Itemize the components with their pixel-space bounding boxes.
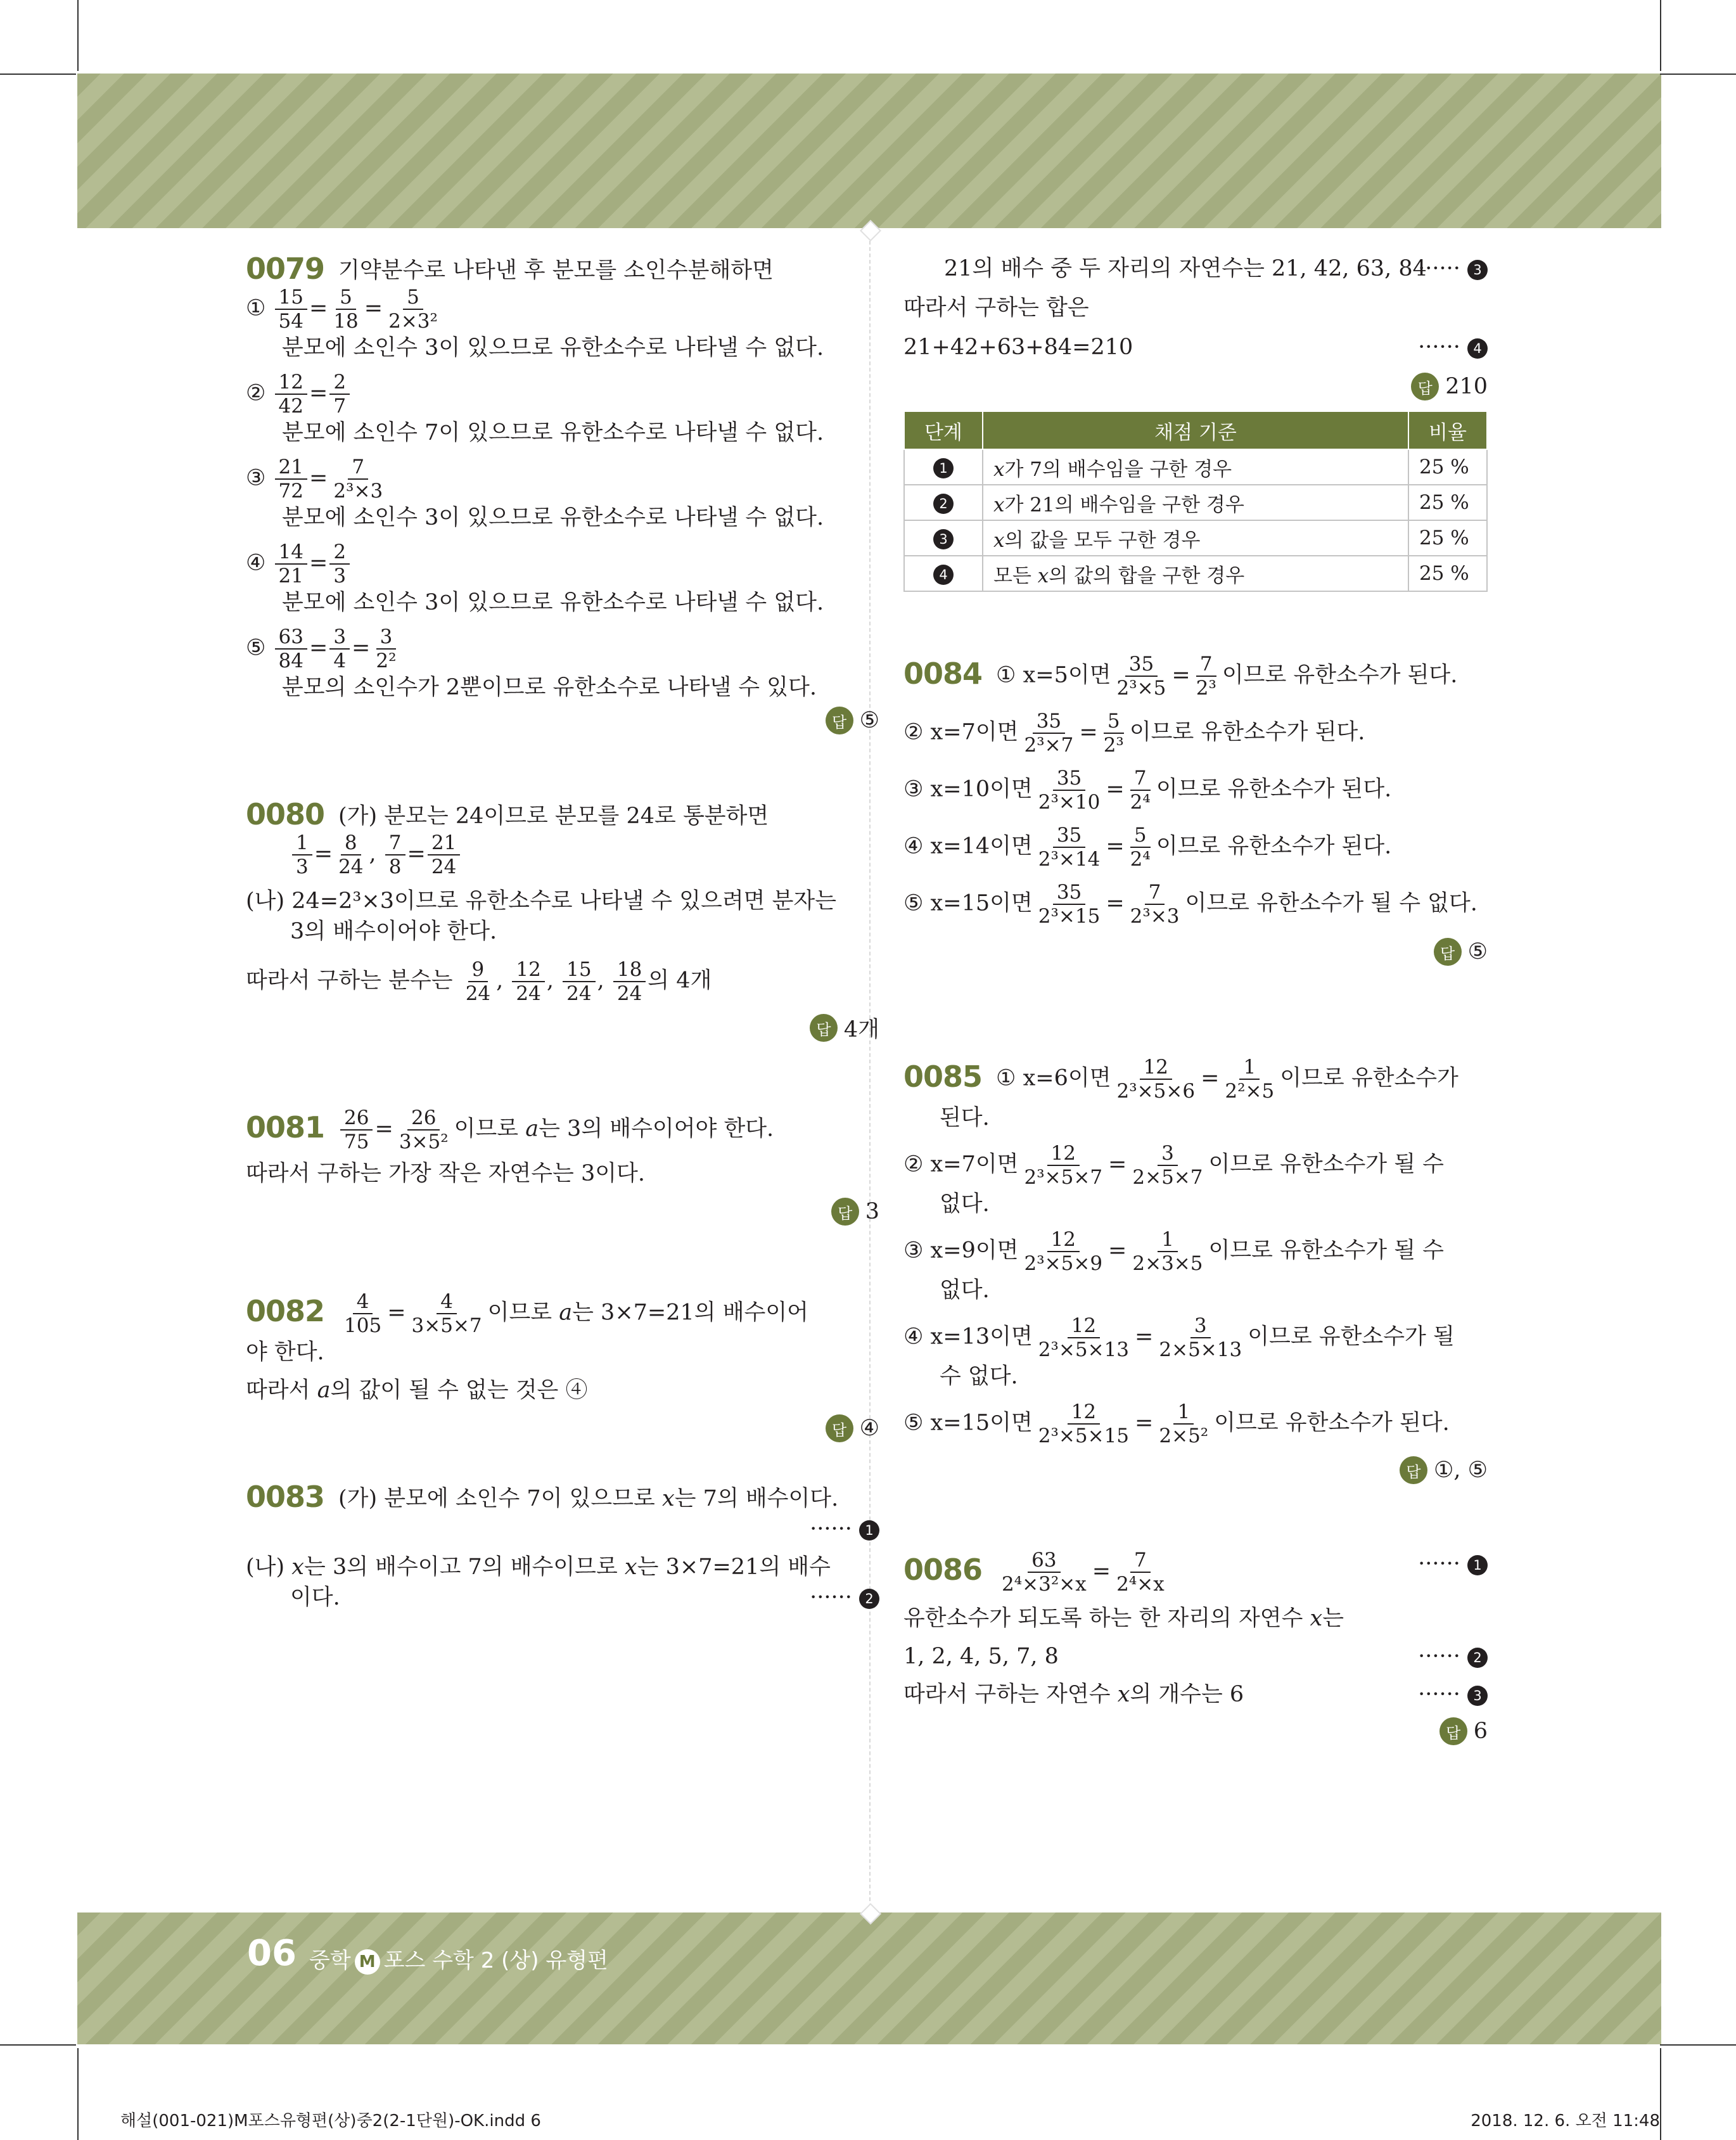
footer-band: [77, 1913, 1661, 2044]
crop-mark: [0, 74, 76, 75]
answer-badge: 답: [826, 1414, 853, 1442]
answer-badge: 답: [810, 1014, 838, 1042]
crop-mark: [77, 2048, 79, 2140]
problem-0083-na-cont: 이다. ······ 2: [246, 1582, 879, 1613]
item-note: 분모에 소인수 3이 있으므로 유한소수로 나타낼 수 없다.: [282, 505, 824, 530]
problem-0084-item-2: ② x=7이면 $\frac{35}{\text{2³×7}}$ = $\frac{5}{\text{2³}}$ 이므로 유한소수가 된다.: [903, 710, 1365, 757]
problem-0085-item-1: 0085 ① x=6이면 $\frac{12}{\text{2³×5×6}}$ = $\frac{1}{\text{2²×5}}$ 이므로 유한소수가: [903, 1056, 1458, 1103]
p0083-sum: 21+42+63+84=210 ······ 4: [903, 332, 1488, 362]
crop-mark: [1660, 2048, 1661, 2140]
answer-badge: 답: [831, 1198, 859, 1226]
problem-0085-item-2: ② x=7이면 $\frac{12}{\text{2³×5×7}}$ = $\frac{3}{2\times 5\times 7}$ 이므로 유한소수가 될 수: [903, 1142, 1444, 1189]
fraction: $\frac{5}{18}$: [333, 286, 359, 333]
problem-0084-item-5: ⑤ x=15이면 $\frac{35}{\text{2³×15}}$ = $\frac{7}{\text{2³×3}}$ 이므로 유한소수가 될 수 없다.: [903, 881, 1478, 928]
problem-0085-item-3: ③ x=9이면 $\frac{12}{\text{2³×5×9}}$ = $\frac{1}{2\times 3\times 5}$ 이므로 유한소수가 될 수: [903, 1228, 1444, 1275]
book-title: 중학 M 포스 수학 2 (상) 유형편: [309, 1948, 608, 1973]
ref-row: ······ 1: [246, 1514, 879, 1544]
problem-0082: 0082 $\frac{4}{105}$ = $\frac{4}{3\times 5\times 7}$ 이므로 a는 3×7=21의 배수이어: [246, 1290, 808, 1337]
crop-mark: [1660, 0, 1661, 71]
item-2: ② $\frac{12}{42}$ = $\frac{2}{7}$: [246, 371, 879, 418]
problem-0085-item-5: ⑤ x=15이면 $\frac{12}{\text{2³×5×15}}$ = $\frac{1}{\text{2×5²}}$ 이므로 유한소수가 된다.: [903, 1400, 1450, 1447]
date-slug: 2018. 12. 6. 오전 11:48: [1471, 2111, 1660, 2130]
problem-0086-l4: 따라서 구하는 자연수 x의 개수는 6 ······ 3: [903, 1679, 1488, 1710]
answer: 답 210: [903, 369, 1488, 404]
answer: 답 ⑤: [246, 703, 879, 738]
fraction: $\frac{2}{7}$: [329, 371, 350, 418]
problem-0080-na: (나) 24=2³×3이므로 유한소수로 나타낼 수 있으려면 분자는: [246, 888, 837, 914]
right-column: 21의 배수 중 두 자리의 자연수는 21, 42, 63, 84 ······ 3 따라서 구하는 합은 21+42+63+84=210 ······ 4 답 210 단계 채점 기준 비율 1 x가 7의 배수임을 구한 경우 25 % 2 x가 21의 배수임을 구한 경우 25 % 3 x의 값을 모두 구한 경우 25 % 4 모든 x의 값의 합을 구한 경우 25 % 0084 ① x=5이면 $\frac{35}{\text{2³×5}}$ = $\frac{7}{\text{2³}}$ 이므로 유한소수가 된다. ② x=7이면 $\frac{35}{\text{2³×7}}$ = $\frac{5}{\text{2³}}$ 이므로 유한소수가 된다. ③ x=10이면 $\frac{35}{\text{2³×10}}$ = $\frac{7}{\text{2⁴}}$ 이므로 유한소수가 된다. ④ x=14이면 $\frac{35}{\text{2³×14}}$ = $\frac{5}{\text{2⁴}}$ 이므로 유한소수가 된다. ⑤ x=15이면 $\frac{35}{\text{2³×15}}$ = $\frac{7}{\text{2³×3}}$ 이므로 유한소수가 될 수 없다. 답 ⑤ 0085 ① x=6이면 $\frac{12}{\text{2³×5×6}}$ = $\frac{1}{\text{2²×5}}$ 이므로 유한소수가 된다. ② x=7이면 $\frac{12}{\text{2³×5×7}}$ = $\frac{3}{2\times 5\times 7}$ 이므로 유한소수가 될 수 없다. ③ x=9이면 $\frac{12}{\text{2³×5×9}}$ = $\frac{1}{2\times 3\times 5}$ 이므로 유한소수가 될 수 없다. ④ x=13이면 $\frac{12}{\text{2³×5×13}}$ = $\frac{3}{2\times 5\times 13}$ 이므로 유한소수가 될 수 없다. ⑤ x=15이면 $\frac{12}{\text{2³×5×15}}$ = $\frac{1}{\text{2×5²}}$ 이므로 유한소수가 된다. 답 ①, ⑤ 0086 $\frac{63}{\text{2⁴×3²×x}}$ = $\frac{7}{\text{2⁴×x}}$ ······ 1 유한소수가 되도록 하는 한 자리의 자연수 x는 1, 2, 4, 5, 7, 8 ······ 2 따라서 구하는 자연수 x의 개수는 6 ······ 3 답 6: [903, 253, 1488, 1749]
fraction: $\frac{63}{84}$: [275, 625, 307, 672]
fraction: $\frac{14}{21}$: [275, 541, 307, 587]
item-5: ⑤ $\frac{63}{84}$ = $\frac{3}{4}$ = $\frac{3}{\text{2²}}$: [246, 625, 879, 672]
item-1: ① $\frac{15}{54}$ = $\frac{5}{18}$ = $\frac{5}{\text{2×3²}}$: [246, 286, 879, 333]
answer-badge: 답: [1439, 1717, 1467, 1745]
problem-0083-na: (나) x는 3의 배수이고 7의 배수이므로 x는 3×7=21의 배수: [246, 1554, 831, 1580]
table-header: 비율: [1408, 411, 1487, 449]
problem-0086-l3: 1, 2, 4, 5, 7, 8 ······ 2: [903, 1641, 1488, 1672]
answer: 답 ①, ⑤: [903, 1452, 1488, 1488]
problem-0084-item-1: 0084 ① x=5이면 $\frac{35}{\text{2³×5}}$ = $\frac{7}{\text{2³}}$ 이므로 유한소수가 된다.: [903, 653, 1458, 700]
item-4: ④ $\frac{14}{21}$ = $\frac{2}{3}$: [246, 541, 879, 587]
table-row: 1 x가 7의 배수임을 구한 경우 25 %: [904, 449, 1487, 485]
left-column: [246, 253, 879, 1613]
problem-number: 0086: [903, 1552, 983, 1587]
answer: 답 ④: [246, 1411, 879, 1446]
problem-0083-ga: 0083 (가) 분모에 소인수 7이 있으므로 x는 7의 배수이다.: [246, 1480, 839, 1514]
fraction: $\frac{3}{\text{2²}}$: [376, 625, 397, 672]
step-marker-3: 3: [1467, 260, 1488, 280]
problem-0080-ga: 0080 (가) 분모는 24이므로 분모를 24로 통분하면: [246, 797, 769, 831]
crop-mark: [77, 0, 79, 71]
item-note: 분모에 소인수 7이 있으므로 유한소수로 나타낼 수 없다.: [282, 420, 824, 445]
problem-number: 0082: [246, 1293, 325, 1328]
fraction: $\frac{5}{\text{2×3²}}$: [388, 286, 438, 333]
problem-number: 0080: [246, 797, 325, 831]
problem-number: 0083: [246, 1480, 325, 1514]
header-band: [77, 74, 1661, 228]
p0083-continued: 21의 배수 중 두 자리의 자연수는 21, 42, 63, 84 ······ 3: [903, 253, 1488, 284]
table-header: 채점 기준: [983, 411, 1408, 449]
file-slug: 해설(001-021)M포스유형편(상)중2(2-1단원)-OK.indd 6: [120, 2111, 541, 2130]
item-note: 분모에 소인수 3이 있으므로 유한소수로 나타낼 수 없다.: [282, 335, 824, 361]
step-marker-2: 2: [859, 1589, 879, 1609]
page-number: 06: [247, 1933, 297, 1974]
p0083-sum-intro: 따라서 구하는 합은: [903, 295, 1089, 321]
fraction: $\frac{3}{4}$: [329, 625, 350, 672]
fraction: $\frac{15}{54}$: [275, 286, 307, 333]
m-logo-icon: M: [355, 1949, 380, 1975]
crop-mark: [0, 2044, 76, 2046]
answer-badge: 답: [1434, 938, 1462, 966]
problem-0080-na-cont: 3의 배수이어야 한다.: [290, 919, 497, 944]
answer-badge: 답: [1400, 1456, 1427, 1484]
step-marker-3: 3: [1467, 1686, 1488, 1706]
table-header: 단계: [904, 411, 983, 449]
answer-badge: 답: [1411, 373, 1439, 400]
problem-0086-l2: 유한소수가 되도록 하는 한 자리의 자연수 x는: [903, 1606, 1344, 1631]
fraction: $\frac{7}{\text{2³×3}}$: [333, 456, 383, 503]
answer: 답 4개: [246, 1010, 879, 1046]
problem-0082-conclusion: 따라서 a의 값이 될 수 없는 것은 ④: [246, 1378, 588, 1403]
problem-0086: 0086 $\frac{63}{\text{2⁴×3²×x}}$ = $\frac{7}{\text{2⁴×x}}$ ······ 1: [903, 1549, 1488, 1596]
crop-mark: [1660, 74, 1736, 75]
step-marker-1: 1: [1467, 1555, 1488, 1575]
crop-mark: [1660, 2044, 1736, 2046]
problem-0081-conclusion: 따라서 구하는 가장 작은 자연수는 3이다.: [246, 1161, 645, 1186]
problem-number: 0081: [246, 1110, 325, 1144]
step-marker-2: 2: [1467, 1648, 1488, 1668]
problem-0084-item-4: ④ x=14이면 $\frac{35}{\text{2³×14}}$ = $\frac{5}{\text{2⁴}}$ 이므로 유한소수가 된다.: [903, 824, 1392, 871]
problem-0080-conclusion: 따라서 구하는 분수는 $\frac{9}{24}$ , $\frac{12}{24}$ , $\frac{15}{24}$ , $\frac{18}{24}$ 의 4개: [246, 958, 712, 1005]
answer: 답 ⑤: [903, 934, 1488, 970]
answer: 답 6: [903, 1714, 1488, 1749]
answer: 답 3: [246, 1194, 879, 1229]
problem-0082-cont: 야 한다.: [246, 1340, 324, 1365]
problem-number: 0079: [246, 252, 325, 286]
fraction: $\frac{12}{42}$: [275, 371, 307, 418]
step-marker-1: 1: [859, 1520, 879, 1541]
fraction-row: $\frac{1}{3}$ = $\frac{8}{24}$ , $\frac{7}{8}$ = $\frac{21}{24}$: [246, 831, 879, 878]
table-row: 4 모든 x의 값의 합을 구한 경우 25 %: [904, 556, 1487, 591]
fraction: $\frac{21}{72}$: [275, 456, 307, 503]
problem-number: 0085: [903, 1059, 983, 1094]
fraction: $\frac{2}{3}$: [329, 541, 350, 587]
problem-0084-item-3: ③ x=10이면 $\frac{35}{\text{2³×10}}$ = $\frac{7}{\text{2⁴}}$ 이므로 유한소수가 된다.: [903, 767, 1392, 814]
item-note: 분모에 소인수 3이 있으므로 유한소수로 나타낼 수 없다.: [282, 590, 824, 615]
item-3: ③ $\frac{21}{72}$ = $\frac{7}{\text{2³×3}}$: [246, 456, 879, 503]
step-marker-4: 4: [1467, 338, 1488, 359]
answer-badge: 답: [826, 707, 853, 734]
item-note: 분모의 소인수가 2뿐이므로 유한소수로 나타낼 수 있다.: [282, 675, 817, 700]
problem-0081: 0081 $\frac{26}{75}$ = $\frac{26}{\text{3×5²}}$ 이므로 a는 3의 배수이어야 한다.: [246, 1106, 774, 1153]
problem-number: 0084: [903, 656, 983, 691]
problem-0079-intro: 0079 기약분수로 나타낸 후 분모를 소인수분해하면: [246, 252, 774, 286]
scoring-table: [903, 411, 1488, 592]
problem-0085-item-4: ④ x=13이면 $\frac{12}{\text{2³×5×13}}$ = $\frac{3}{2\times 5\times 13}$ 이므로 유한소수가 될: [903, 1314, 1455, 1361]
table-row: 2 x가 21의 배수임을 구한 경우 25 %: [904, 485, 1487, 520]
table-row: 3 x의 값을 모두 구한 경우 25 %: [904, 520, 1487, 556]
